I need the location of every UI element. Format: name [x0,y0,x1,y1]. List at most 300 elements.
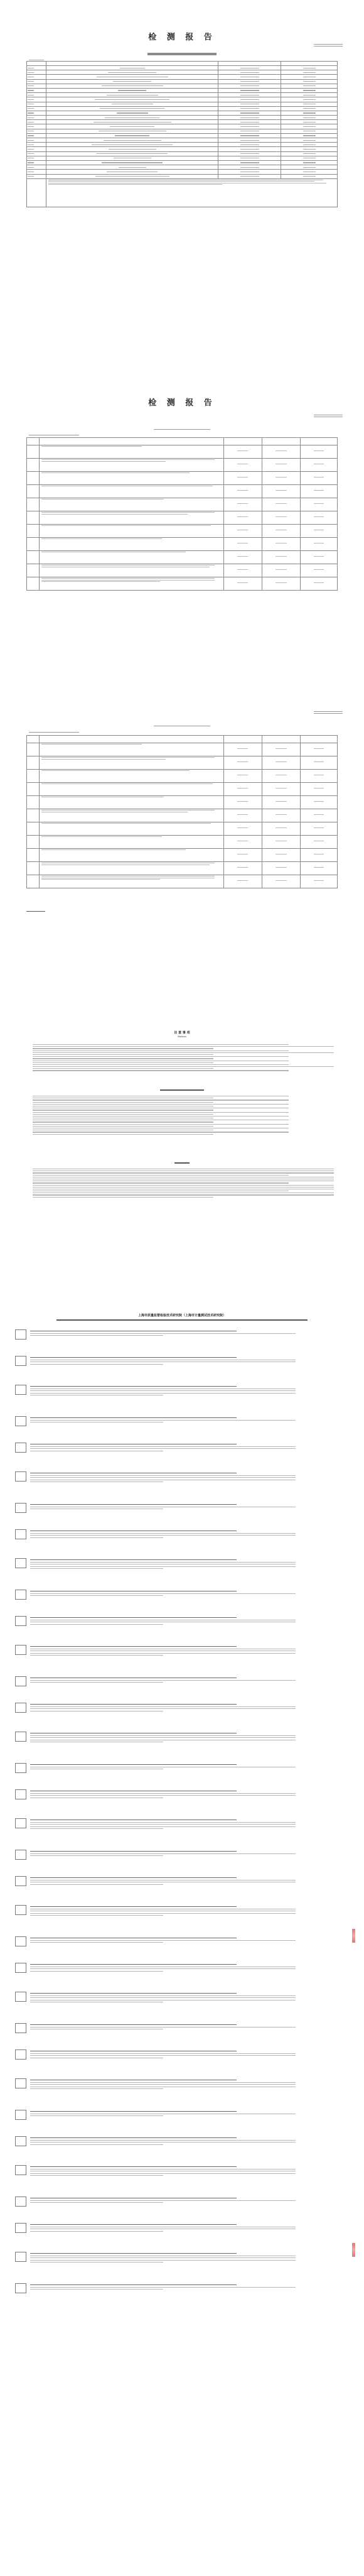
table-cell [262,485,300,498]
table-cell [223,809,262,822]
institute-logo [15,1876,26,1886]
institute-logo [15,2223,26,2233]
table-cell [46,129,218,133]
table-cell [218,165,281,170]
table-cell [40,796,223,809]
table-cell [281,70,338,75]
table-cell [281,106,338,111]
page-2-header-note [29,434,79,436]
table-cell [27,97,46,102]
table-row [27,138,338,143]
table-cell [218,170,281,174]
table-cell [300,783,337,796]
table-row [27,551,338,564]
col-header-1 [27,438,40,445]
centers-list [33,1094,334,1136]
institute-logo [15,1936,26,1946]
institute-logo [15,2197,26,2207]
col-header-2 [40,736,223,743]
list-item [30,1905,325,1918]
centers-heading-line [160,1089,204,1091]
table-cell [223,862,262,875]
institute-logo [15,2136,26,2146]
notices-page [8,1030,356,1294]
report-number-block-page-2 [314,413,343,418]
institute-logo [15,2283,26,2293]
table-cell [218,160,281,165]
institute-logo [15,1789,26,1799]
table-cell [281,88,338,92]
table-cell [27,174,46,178]
table-row [27,564,338,577]
table-cell [262,511,300,525]
institute-logo [15,1732,26,1742]
table-cell [46,174,218,178]
page-3-footer-line [26,911,45,912]
table-cell [46,88,218,92]
table-cell [281,165,338,170]
table-row [27,75,338,79]
table-cell [27,93,46,97]
table-cell [40,875,223,888]
list-item [30,2252,325,2264]
col-header-3 [223,736,262,743]
report-number-line-2-page-3 [314,713,343,714]
table-cell [40,862,223,875]
table-row [27,97,338,102]
table-cell [40,485,223,498]
table-cell [27,849,40,862]
table-cell [27,511,40,525]
table-cell [27,459,40,472]
table-cell [27,88,46,92]
list-item [30,1789,325,1799]
table-cell [262,445,300,459]
table-cell [281,151,338,156]
table-cell [46,111,218,115]
page-3-caption [8,724,356,728]
table-cell [27,165,46,170]
table-cell [223,849,262,862]
list-item [30,1329,325,1338]
table-row [27,498,338,511]
table-cell [27,70,46,75]
report-number-block [314,43,343,48]
table-cell [218,93,281,97]
table-row [27,147,338,151]
table-cell [223,783,262,796]
table-cell [300,577,337,591]
table-cell [300,472,337,485]
institute-logo [15,1356,26,1366]
table-cell [46,156,218,160]
table-cell [27,538,40,551]
table-cell [218,124,281,129]
list-item [30,1676,325,1684]
list-item [30,1850,325,1858]
institute-logo [15,1703,26,1713]
table-cell [218,102,281,106]
table-cell [281,143,338,147]
table-cell [262,525,300,538]
report-page-2 [8,396,356,622]
table-row [27,485,338,498]
table-cell [27,160,46,165]
table-cell [27,743,40,756]
table-cell [46,97,218,102]
col-header-4 [262,438,300,445]
list-item [30,2197,325,2205]
table-cell [281,111,338,115]
institute-logo [15,2049,26,2060]
table-cell [223,796,262,809]
list-item [30,1616,325,1626]
institute-logo [15,1850,26,1860]
table-cell [27,111,46,115]
table-cell [27,124,46,129]
table-row [27,743,338,756]
table-row [27,525,338,538]
institute-logo [15,2252,26,2262]
table-cell [218,111,281,115]
col-header-3 [223,438,262,445]
table-cell [27,156,46,160]
institute-logo [15,1963,26,1973]
table-cell [281,102,338,106]
table-row [27,862,338,875]
col-header-5 [300,736,337,743]
list-item [30,1876,325,1886]
table-cell [281,133,338,138]
report-title-page-2: 检 测 报 告 [148,398,216,408]
table-row [27,106,338,111]
institute-logo [15,2165,26,2175]
table-cell [27,485,40,498]
table-cell [223,836,262,849]
list-item [30,1963,325,1973]
page-2-caption-line [154,429,210,430]
table-cell [40,809,223,822]
table-header-row [27,438,338,445]
list-item [30,1416,325,1424]
table-cell [281,174,338,178]
table-cell [300,525,337,538]
remark-content-cell [46,178,338,207]
table-cell [46,165,218,170]
table-cell [223,756,262,770]
list-item [30,2023,325,2031]
table-cell [218,151,281,156]
page-3-footer-text [26,910,45,912]
table-cell [218,120,281,124]
table-cell [262,809,300,822]
table-cell [223,472,262,485]
table-cell [300,459,337,472]
table-row [27,170,338,174]
table-cell [281,138,338,143]
table-cell [223,577,262,591]
table-cell [300,796,337,809]
institute-logo [15,1558,26,1568]
table-cell [27,445,40,459]
table-row [27,796,338,809]
table-cell [262,862,300,875]
table-cell [262,875,300,888]
table-cell [262,743,300,756]
table-cell [218,66,281,70]
notices-title-en: Notices [178,1035,186,1038]
table-cell [262,551,300,564]
table-cell [218,88,281,92]
table-cell [281,129,338,133]
institute-logo [15,1416,26,1426]
list-item [30,1763,325,1771]
table-cell [46,170,218,174]
table-cell [40,756,223,770]
institute-logo [15,1385,26,1395]
table-cell [27,770,40,783]
institutes-page [8,1313,356,2457]
notices-title: 注 意 事 项 [174,1031,190,1035]
table-row [27,822,338,836]
table-cell [223,525,262,538]
list-item [30,1503,325,1511]
table-cell [262,783,300,796]
table-cell [40,445,223,459]
table-cell [27,822,40,836]
col-header-5 [300,438,337,445]
list-item [30,1356,325,1366]
table-cell [223,822,262,836]
institute-logo [15,1329,26,1340]
table-cell [218,79,281,84]
table-row [27,459,338,472]
table-cell [262,756,300,770]
table-cell [27,498,40,511]
col-header-3 [218,62,281,66]
list-item [30,2136,325,2146]
items-table-page-3 [26,735,338,888]
report-number-block-page-3 [314,710,343,715]
table-cell [27,151,46,156]
report-number-line-1-page-3 [314,711,343,712]
centers-heading [8,1088,356,1091]
table-row [27,143,338,147]
table-row [27,577,338,591]
table-cell [300,551,337,564]
list-item [30,2049,325,2060]
table-cell [218,138,281,143]
table-row [27,84,338,88]
report-page-3 [8,710,356,917]
table-row [27,102,338,106]
table-cell [46,143,218,147]
table-row [27,849,338,862]
table-cell [262,472,300,485]
table-cell [46,84,218,88]
table-cell [281,75,338,79]
institutes-title-en [8,1318,356,1322]
table-row [27,156,338,160]
table-cell [300,875,337,888]
table-cell [281,170,338,174]
table-header-row [27,62,338,66]
table-cell [300,809,337,822]
table-cell [300,511,337,525]
table-cell [262,564,300,577]
table-cell [40,564,223,577]
table-cell [27,66,46,70]
table-cell [40,783,223,796]
table-cell [46,120,218,124]
table-cell [27,143,46,147]
table-cell [27,84,46,88]
list-item [30,2223,325,2233]
table-cell [27,577,40,591]
col-header-1 [27,62,46,66]
table-cell [223,564,262,577]
table-cell [223,485,262,498]
table-row [27,783,338,796]
table-cell [27,106,46,111]
table-cell [27,147,46,151]
table-cell [281,156,338,160]
table-cell [27,79,46,84]
notices-paragraph-1 [33,1043,334,1072]
table-cell [46,133,218,138]
list-item [30,1936,325,1945]
table-cell [27,170,46,174]
table-cell [40,770,223,783]
table-cell [300,564,337,577]
table-cell [46,66,218,70]
report-number-line-1 [314,44,343,45]
table-cell [300,538,337,551]
remark-row [27,178,338,207]
list-item [30,1590,325,1598]
list-item [30,1471,325,1484]
table-row [27,165,338,170]
table-header-row [27,736,338,743]
table-cell [40,498,223,511]
page-2-caption [8,427,356,431]
table-row [27,445,338,459]
table-row [27,770,338,783]
red-seal-stamp-2 [352,2243,355,2257]
institute-logo [15,2078,26,2088]
institutes-title-en-line [56,1319,308,1321]
table-row [27,809,338,822]
institute-logo [15,1529,26,1539]
institute-logo [15,1471,26,1482]
institute-logo [15,1992,26,2002]
table-row [27,120,338,124]
table-cell [218,143,281,147]
page-3-header-note [29,731,79,733]
table-cell [218,129,281,133]
table-row [27,66,338,70]
table-cell [300,836,337,849]
institute-logo [15,1645,26,1655]
list-item [30,1529,325,1539]
table-cell [300,485,337,498]
table-cell [281,124,338,129]
institute-logo [15,1905,26,1915]
table-cell [27,102,46,106]
table-row [27,472,338,485]
list-item [30,1732,325,1744]
table-cell [27,564,40,577]
report-title: 检 测 报 告 [148,33,216,42]
table-cell [46,79,218,84]
table-cell [262,498,300,511]
institute-logo [15,1676,26,1686]
table-cell [281,160,338,165]
table-cell [300,862,337,875]
institute-logo [15,1503,26,1513]
table-cell [27,783,40,796]
table-cell [27,138,46,143]
red-seal-stamp [352,1929,355,1943]
list-item [30,1645,325,1657]
table-row [27,124,338,129]
table-cell [218,156,281,160]
table-cell [46,102,218,106]
table-row [27,511,338,525]
statement-paragraph [33,1167,334,1199]
statement-heading-line [174,1162,190,1164]
table-cell [281,120,338,124]
statement-heading [8,1161,356,1164]
summary-table [26,61,338,207]
table-cell [262,836,300,849]
table-row [27,116,338,120]
table-cell [46,93,218,97]
report-page-1 [8,6,356,245]
table-cell [46,147,218,151]
list-item [30,2078,325,2091]
table-cell [223,538,262,551]
table-cell [27,525,40,538]
table-cell [27,796,40,809]
list-item [30,2165,325,2178]
table-cell [40,743,223,756]
institute-logo [15,2110,26,2120]
col-header-2 [40,438,223,445]
table-cell [40,538,223,551]
table-cell [223,875,262,888]
table-cell [218,147,281,151]
table-cell [262,577,300,591]
table-cell [262,822,300,836]
table-cell [223,511,262,525]
table-cell [40,849,223,862]
table-cell [218,70,281,75]
table-cell [40,472,223,485]
items-table-page-2 [26,437,338,591]
table-cell [40,822,223,836]
list-item [30,1818,325,1831]
table-cell [223,770,262,783]
table-cell [218,133,281,138]
table-cell [46,75,218,79]
table-row [27,836,338,849]
table-cell [281,147,338,151]
table-cell [27,875,40,888]
institute-logo [15,1590,26,1600]
institute-logo [15,1818,26,1828]
table-cell [223,743,262,756]
